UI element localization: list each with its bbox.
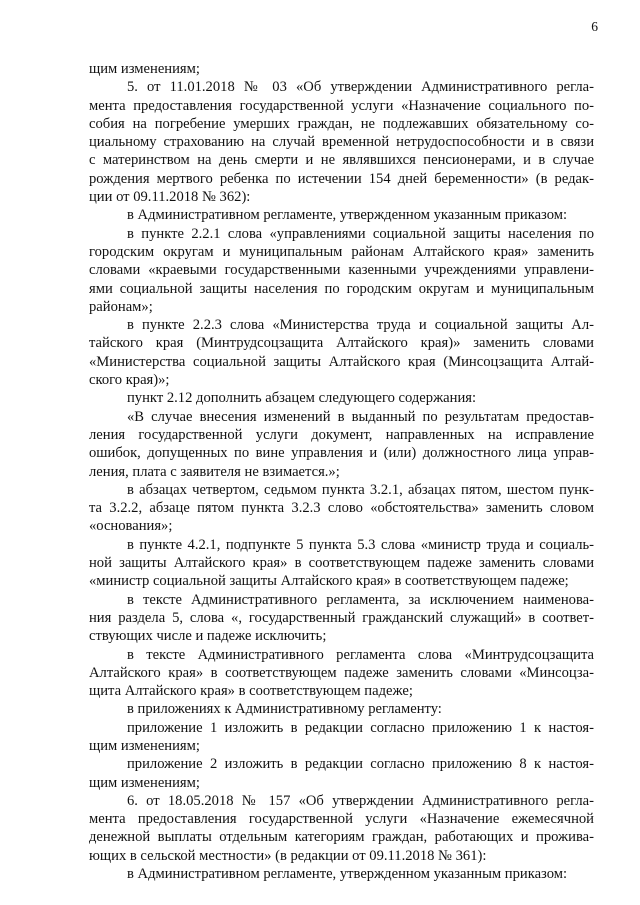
paragraph <box>89 206 594 224</box>
paragraph <box>89 60 594 78</box>
text-line: ления, плата с заявителя не взимается.»; <box>89 463 340 480</box>
paragraph <box>89 225 594 316</box>
text-line: в пункте 4.2.1, подпункте 5 пункта 5.3 слова «министр труда и социаль- <box>127 536 594 553</box>
text-line: в Административном регламенте, утвержденном указанным приказом: <box>127 207 568 224</box>
page-number: 6 <box>591 19 598 34</box>
text-line: 6. от 18.05.2018 № 157 «Об утверждении Административного регла- <box>127 792 594 809</box>
text-line: 5. от 11.01.2018 № 03 «Об утверждении Административного регла- <box>127 79 594 96</box>
paragraph <box>89 591 594 646</box>
text-line: щита Алтайского края» в соответствующем падеже; <box>89 683 413 700</box>
text-line: циальному страхованию на случай временной нетрудоспособности и в связи <box>89 134 594 151</box>
text-line: ции от 09.11.2018 № 362): <box>89 189 251 206</box>
text-line: словами «краевыми государственными казенными учреждениями управлени- <box>89 262 594 279</box>
text-line: в тексте Административного регламента слова «Минтрудсоцзащита <box>127 646 594 663</box>
text-line: в пункте 2.2.1 слова «управлениями социальной защиты населения по <box>127 225 594 242</box>
text-line: с материнством на день смерти и не являвшихся пенсионерами, и в случае <box>89 152 594 169</box>
paragraph <box>89 408 594 481</box>
text-line: ющих в сельской местности» (в редакции от 09.11.2018 № 361): <box>89 847 487 864</box>
text-line: пункт 2.12 дополнить абзацем следующего содержания: <box>127 390 477 407</box>
text-line: Алтайского края» в соответствующем падеже заменить словами «Минсоцза- <box>89 664 594 681</box>
paragraph <box>89 481 594 536</box>
text-line: в Административном регламенте, утвержденном указанным приказом: <box>127 866 568 883</box>
text-line: собия на погребение умерших граждан, не подлежавших обязательному со- <box>89 115 594 132</box>
paragraph <box>89 389 594 407</box>
paragraph <box>89 316 594 389</box>
text-line: ния раздела 5, слова «, государственный гражданский служащий» в соответ- <box>89 609 594 626</box>
text-line: ями социальной защиты населения по городским округам и муниципальным <box>89 280 594 297</box>
text-line: ского края)»; <box>89 372 170 389</box>
text-line: рождения мертвого ребенка по истечении 154 дней беременности» (в редак- <box>89 170 594 187</box>
text-line: мента предоставления государственной услуги «Назначение ежемесячной <box>89 811 594 828</box>
text-line: «министр социальной защиты Алтайского края» в соответствующем падеже; <box>89 573 569 590</box>
text-line: денежной выплаты отдельным категориям граждан, работающих и прожива- <box>89 829 594 846</box>
paragraph <box>89 536 594 591</box>
text-line: ствующих числе и падеже исключить; <box>89 628 327 645</box>
paragraph <box>89 700 594 718</box>
text-line: «основания»; <box>89 518 173 535</box>
paragraph <box>89 792 594 865</box>
text-line: в тексте Административного регламента, за исключением наименова- <box>127 591 594 608</box>
text-line: районам»; <box>89 298 153 315</box>
text-line: щим изменениям; <box>89 774 200 791</box>
text-line: ной защиты Алтайского края» в соответствующем падеже заменить словами <box>89 555 594 572</box>
text-line: тайского края (Минтрудсоцзащита Алтайского края)» заменить словами <box>89 335 594 352</box>
text-line: приложение 1 изложить в редакции согласно приложению 1 к настоя- <box>127 719 594 736</box>
text-line: в абзацах четвертом, седьмом пункта 3.2.1, абзацах пятом, шестом пунк- <box>127 481 594 498</box>
text-line: в приложениях к Административному регламенту: <box>127 701 442 718</box>
text-line: мента предоставления государственной услуги «Назначение социального по- <box>89 97 594 114</box>
paragraph <box>89 646 594 701</box>
text-line: городским округам и муниципальным районам Алтайского края» заменить <box>89 243 594 260</box>
paragraph <box>89 78 594 206</box>
text-line: «В случае внесения изменений в выданный по результатам предостав- <box>127 408 594 425</box>
text-line: щим изменениям; <box>89 737 200 754</box>
paragraph <box>89 865 594 883</box>
paragraph <box>89 719 594 756</box>
document-body <box>89 60 594 883</box>
text-line: щим изменениям; <box>89 61 200 77</box>
text-line: ошибок, допущенных по вине управления и (или) должностного лица управ- <box>89 445 594 462</box>
text-line: в пункте 2.2.3 слова «Министерства труда и социальной защиты Ал- <box>127 317 594 334</box>
text-line: приложение 2 изложить в редакции согласно приложению 8 к настоя- <box>127 756 594 773</box>
text-line: «Министерства социальной защиты Алтайского края (Минсоцзащита Алтай- <box>89 353 594 370</box>
text-line: ления государственной услуги документ, направленных на исправление <box>89 426 594 443</box>
text-line: та 3.2.2, абзаце пятом пункта 3.2.3 слово «обстоятельства» заменить словом <box>89 500 594 517</box>
paragraph <box>89 755 594 792</box>
